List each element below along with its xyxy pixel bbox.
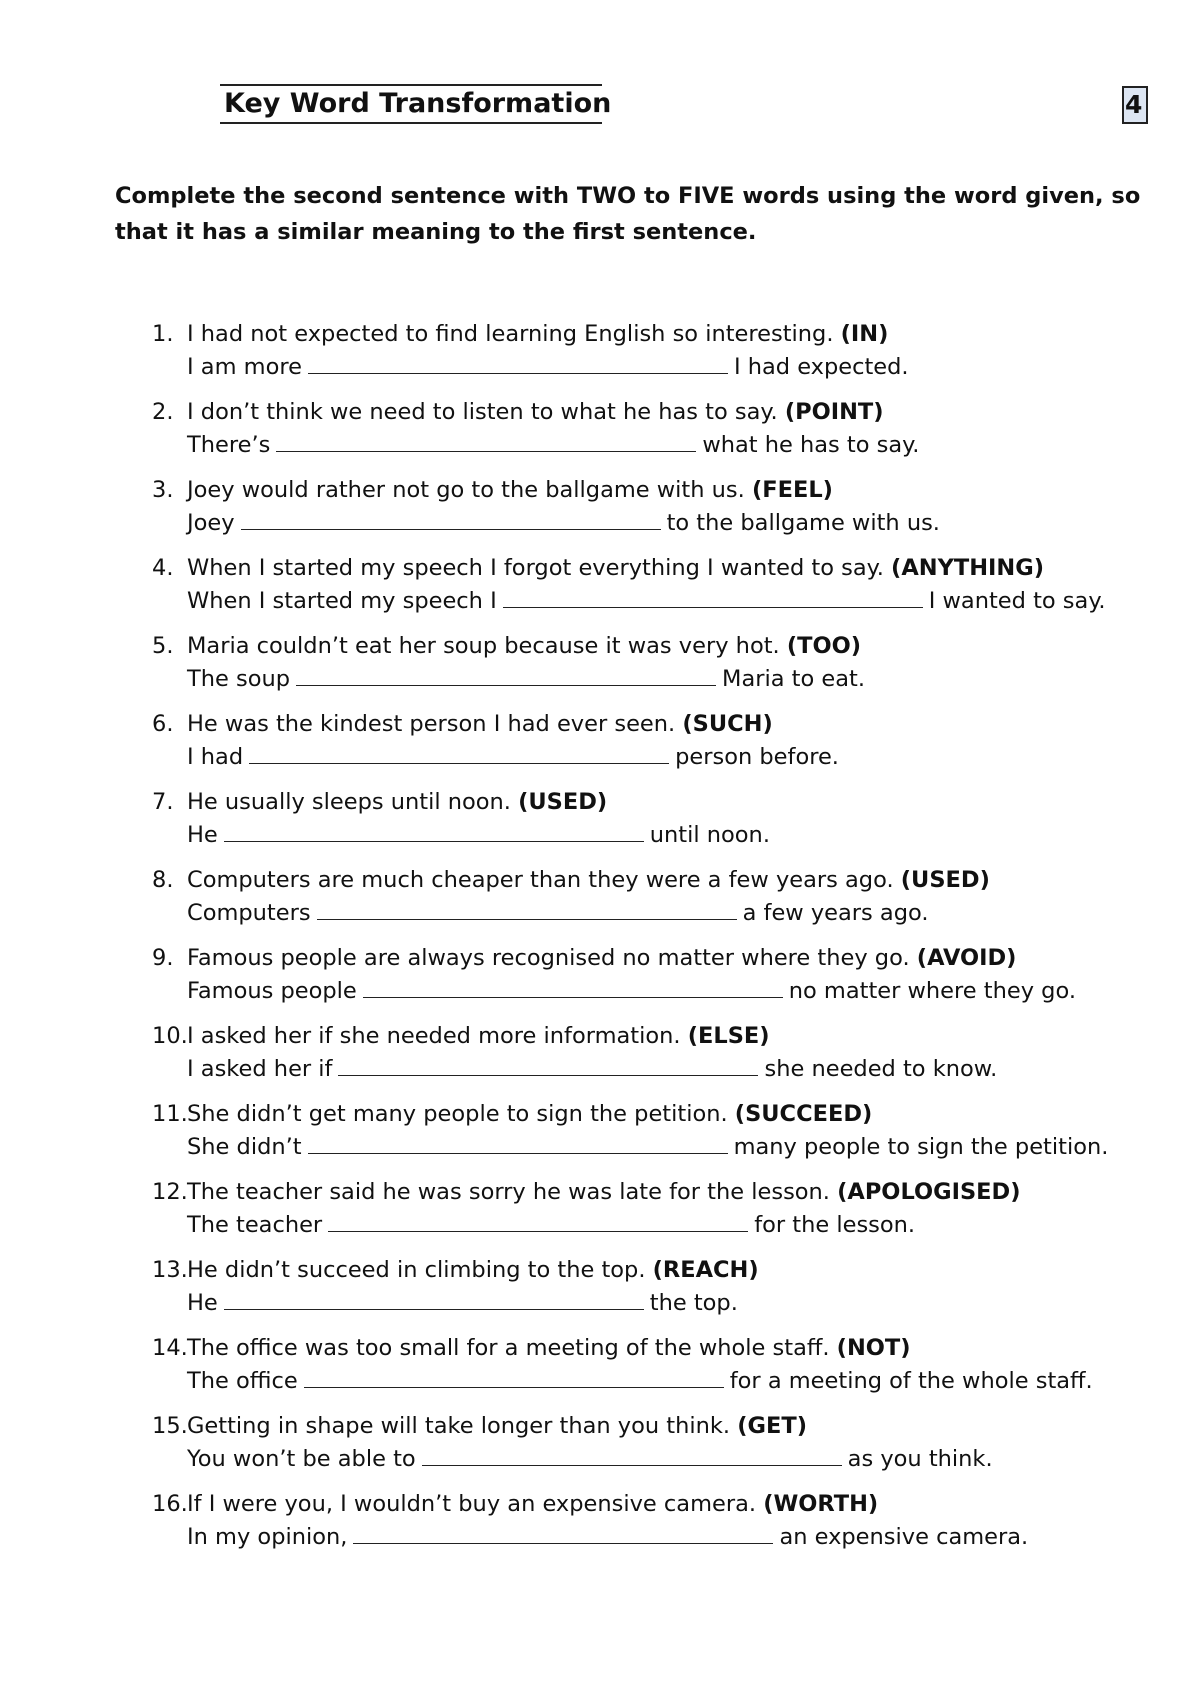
key-word: (FEEL) xyxy=(751,477,833,503)
key-word: (GET) xyxy=(737,1413,807,1439)
exercise-number: 9. xyxy=(152,945,174,971)
transformation-sentence xyxy=(187,1209,915,1242)
exercise-item xyxy=(0,1254,1200,1332)
exercise-number: 10. xyxy=(152,1023,188,1049)
sentence-text: I asked her if she needed more information. xyxy=(187,1023,681,1049)
sentence-prefix: The office xyxy=(187,1368,298,1394)
original-sentence xyxy=(187,1176,1020,1209)
answer-blank[interactable] xyxy=(503,585,923,608)
sentence-prefix: The soup xyxy=(187,666,291,692)
original-sentence xyxy=(187,1020,770,1053)
sentence-prefix: I had xyxy=(187,744,244,770)
answer-blank[interactable] xyxy=(249,741,669,764)
key-word: (APOLOGISED) xyxy=(837,1179,1021,1205)
original-sentence xyxy=(187,318,888,351)
worksheet-title: Key Word Transformation xyxy=(220,84,602,124)
sentence-suffix: I wanted to say. xyxy=(928,588,1106,614)
exercise-list xyxy=(0,318,1200,1566)
sentence-prefix: Famous people xyxy=(187,978,357,1004)
transformation-sentence xyxy=(187,507,940,540)
original-sentence xyxy=(187,1488,878,1521)
exercise-item xyxy=(0,864,1200,942)
answer-blank[interactable] xyxy=(422,1443,842,1466)
transformation-sentence xyxy=(187,897,929,930)
original-sentence xyxy=(187,708,773,741)
sentence-text: I had not expected to find learning English so interesting. xyxy=(187,321,834,347)
original-sentence xyxy=(187,942,1016,975)
sentence-text: Computers are much cheaper than they were a few years ago. xyxy=(187,867,894,893)
key-word: (SUCH) xyxy=(682,711,773,737)
exercise-number: 4. xyxy=(152,555,174,581)
original-sentence xyxy=(187,1098,872,1131)
original-sentence xyxy=(187,396,884,429)
answer-blank[interactable] xyxy=(328,1209,748,1232)
exercise-item xyxy=(0,1020,1200,1098)
sentence-suffix: until noon. xyxy=(649,822,770,848)
original-sentence xyxy=(187,630,861,663)
exercise-number: 16. xyxy=(152,1491,188,1517)
key-word: (TOO) xyxy=(786,633,862,659)
exercise-number: 2. xyxy=(152,399,174,425)
transformation-sentence xyxy=(187,429,919,462)
transformation-sentence xyxy=(187,975,1076,1008)
answer-blank[interactable] xyxy=(308,351,728,374)
sentence-prefix: She didn’t xyxy=(187,1134,302,1160)
answer-blank[interactable] xyxy=(276,429,696,452)
answer-blank[interactable] xyxy=(363,975,783,998)
sentence-suffix: to the ballgame with us. xyxy=(666,510,940,536)
sentence-suffix: what he has to say. xyxy=(702,432,920,458)
key-word: (ANYTHING) xyxy=(891,555,1044,581)
sentence-prefix: He xyxy=(187,1290,218,1316)
key-word: (WORTH) xyxy=(763,1491,879,1517)
sentence-text: Joey would rather not go to the ballgame with us. xyxy=(187,477,745,503)
sentence-text: I don’t think we need to listen to what he has to say. xyxy=(187,399,778,425)
exercise-number: 11. xyxy=(152,1101,188,1127)
sentence-prefix: The teacher xyxy=(187,1212,323,1238)
exercise-item xyxy=(0,1488,1200,1566)
key-word: (USED) xyxy=(518,789,608,815)
sentence-prefix: Joey xyxy=(187,510,235,536)
exercise-item xyxy=(0,552,1200,630)
key-word: (ELSE) xyxy=(687,1023,770,1049)
key-word: (USED) xyxy=(900,867,990,893)
sentence-suffix: person before. xyxy=(675,744,839,770)
exercise-item xyxy=(0,396,1200,474)
sentence-prefix: When I started my speech I xyxy=(187,588,497,614)
exercise-item xyxy=(0,942,1200,1020)
exercise-number: 8. xyxy=(152,867,174,893)
transformation-sentence xyxy=(187,351,909,384)
sentence-suffix: many people to sign the petition. xyxy=(733,1134,1109,1160)
exercise-number: 14. xyxy=(152,1335,188,1361)
sentence-text: The office was too small for a meeting of the whole staff. xyxy=(187,1335,830,1361)
exercise-item xyxy=(0,1176,1200,1254)
sentence-suffix: Maria to eat. xyxy=(722,666,866,692)
answer-blank[interactable] xyxy=(317,897,737,920)
key-word: (NOT) xyxy=(836,1335,911,1361)
key-word: (AVOID) xyxy=(916,945,1017,971)
answer-blank[interactable] xyxy=(308,1131,728,1154)
original-sentence xyxy=(187,786,607,819)
answer-blank[interactable] xyxy=(241,507,661,530)
instructions: Complete the second sentence with TWO to FIVE words using the word given, so that it has a similar meaning to the first sentence. xyxy=(115,183,1141,245)
sentence-text: If I were you, I wouldn’t buy an expensive camera. xyxy=(187,1491,757,1517)
original-sentence xyxy=(187,1332,911,1365)
transformation-sentence xyxy=(187,1521,1028,1554)
sentence-prefix: I am more xyxy=(187,354,302,380)
exercise-number: 12. xyxy=(152,1179,188,1205)
key-word: (POINT) xyxy=(784,399,884,425)
sentence-prefix: Computers xyxy=(187,900,311,926)
sentence-suffix: a few years ago. xyxy=(742,900,929,926)
sentence-suffix: the top. xyxy=(649,1290,738,1316)
original-sentence xyxy=(187,864,990,897)
exercise-item xyxy=(0,630,1200,708)
exercise-item xyxy=(0,1332,1200,1410)
sentence-suffix: as you think. xyxy=(847,1446,993,1472)
sentence-text: The teacher said he was sorry he was late for the lesson. xyxy=(187,1179,830,1205)
sentence-suffix: no matter where they go. xyxy=(788,978,1076,1004)
answer-blank[interactable] xyxy=(353,1521,773,1544)
sentence-suffix: for a meeting of the whole staff. xyxy=(729,1368,1093,1394)
exercise-item xyxy=(0,786,1200,864)
answer-blank[interactable] xyxy=(296,663,716,686)
exercise-number: 1. xyxy=(152,321,174,347)
sentence-text: He usually sleeps until noon. xyxy=(187,789,511,815)
transformation-sentence xyxy=(187,1053,997,1086)
transformation-sentence xyxy=(187,741,839,774)
key-word: (REACH) xyxy=(652,1257,759,1283)
sentence-text: Famous people are always recognised no matter where they go. xyxy=(187,945,910,971)
exercise-item xyxy=(0,318,1200,396)
transformation-sentence xyxy=(187,819,770,852)
exercise-item xyxy=(0,1410,1200,1488)
original-sentence xyxy=(187,474,833,507)
sentence-text: Maria couldn’t eat her soup because it was very hot. xyxy=(187,633,780,659)
transformation-sentence xyxy=(187,585,1106,618)
transformation-sentence xyxy=(187,663,865,696)
answer-blank[interactable] xyxy=(224,819,644,842)
sentence-text: He was the kindest person I had ever seen. xyxy=(187,711,676,737)
original-sentence xyxy=(187,1410,807,1443)
answer-blank[interactable] xyxy=(224,1287,644,1310)
transformation-sentence xyxy=(187,1443,993,1476)
sentence-text: He didn’t succeed in climbing to the top. xyxy=(187,1257,646,1283)
original-sentence xyxy=(187,1254,759,1287)
key-word: (SUCCEED) xyxy=(734,1101,873,1127)
sentence-suffix: I had expected. xyxy=(733,354,909,380)
page-number-badge: 4 xyxy=(1122,86,1148,124)
exercise-item xyxy=(0,474,1200,552)
exercise-item xyxy=(0,708,1200,786)
transformation-sentence xyxy=(187,1365,1093,1398)
answer-blank[interactable] xyxy=(304,1365,724,1388)
sentence-prefix: I asked her if xyxy=(187,1056,333,1082)
exercise-number: 13. xyxy=(152,1257,188,1283)
sentence-prefix: There’s xyxy=(187,432,271,458)
sentence-text: When I started my speech I forgot everything I wanted to say. xyxy=(187,555,884,581)
answer-blank[interactable] xyxy=(338,1053,758,1076)
sentence-text: She didn’t get many people to sign the petition. xyxy=(187,1101,728,1127)
exercise-number: 15. xyxy=(152,1413,188,1439)
key-word: (IN) xyxy=(840,321,889,347)
sentence-suffix: an expensive camera. xyxy=(779,1524,1029,1550)
sentence-prefix: You won’t be able to xyxy=(187,1446,416,1472)
transformation-sentence xyxy=(187,1287,738,1320)
exercise-number: 3. xyxy=(152,477,174,503)
sentence-prefix: In my opinion, xyxy=(187,1524,348,1550)
exercise-item xyxy=(0,1098,1200,1176)
exercise-number: 7. xyxy=(152,789,174,815)
exercise-number: 5. xyxy=(152,633,174,659)
sentence-prefix: He xyxy=(187,822,218,848)
sentence-suffix: she needed to know. xyxy=(764,1056,998,1082)
sentence-text: Getting in shape will take longer than you think. xyxy=(187,1413,731,1439)
exercise-number: 6. xyxy=(152,711,174,737)
original-sentence xyxy=(187,552,1044,585)
sentence-suffix: for the lesson. xyxy=(754,1212,916,1238)
transformation-sentence xyxy=(187,1131,1108,1164)
